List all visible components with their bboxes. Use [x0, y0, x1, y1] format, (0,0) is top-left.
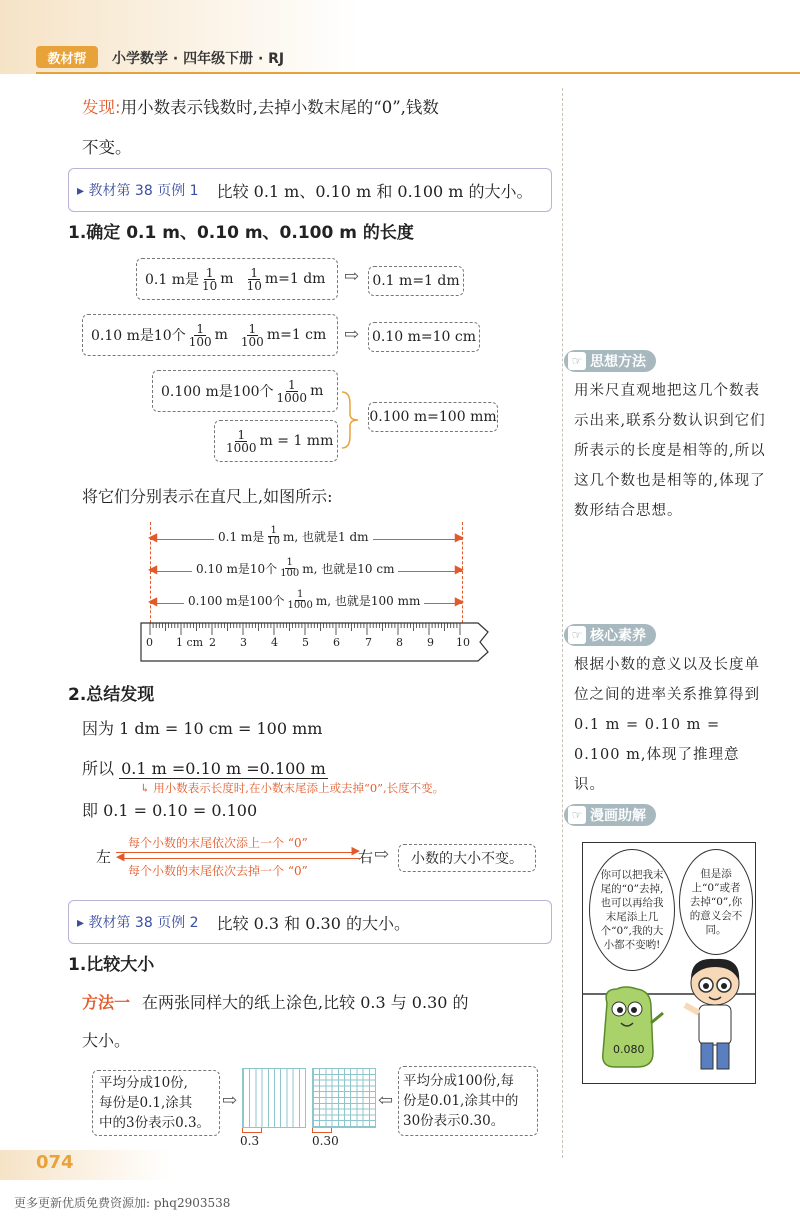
r2-frac2: $\frac{1}{100}$ — [240, 321, 264, 349]
r2-text-a: 0.10 m是10个 — [91, 328, 186, 344]
ruler3-text-b: m, 也就是100 mm — [315, 594, 421, 608]
box-row2-left — [82, 314, 338, 356]
method1-line1: 在两张同样大的纸上涂色,比较 0.3 与 0.30 的 — [142, 993, 469, 1012]
brace-icon — [340, 390, 362, 450]
hand-icon: ☞ — [568, 352, 586, 370]
r1-text-b: m — [220, 271, 234, 287]
r4-frac: $\frac{1}{1000}$ — [226, 427, 257, 455]
column-divider — [562, 88, 564, 1158]
ruler-line3: ◀ ▶ 0.100 m是100个 $\frac{1}{1000}$ m, 也就是100 mm — [148, 589, 464, 611]
example1-box — [68, 168, 552, 212]
grid-brace-left — [242, 1128, 262, 1133]
brand-badge: 教材帮 — [36, 46, 98, 68]
r3-text-b: m — [310, 383, 324, 399]
ruler-label-1: 1 cm — [176, 636, 204, 649]
summary-line2-prefix: 所以 — [82, 759, 115, 778]
ruler-label-6: 6 — [333, 636, 340, 649]
thinking-text: 用米尺直观地把这几个数表示出来,联系分数认识到它们所表示的长度是相等的,所以这几个数也是相等的,体现了数形结合思想。 — [574, 383, 766, 519]
arrow-right-icon: ⇨ — [344, 266, 360, 287]
ruler-intro: 将它们分别表示在直尺上,如图所示: — [82, 487, 333, 506]
discovery-line1: 用小数表示钱数时,去掉小数末尾的“0”,钱数 — [120, 98, 439, 117]
ruler-labels — [140, 636, 490, 652]
ruler-label-9: 9 — [427, 636, 434, 649]
example1-label: ▸ 教材第 38 页例 1 — [77, 183, 199, 199]
arrow-right-icon: ⇨ — [344, 324, 360, 345]
grid-label-right: 0.30 — [312, 1134, 339, 1148]
ruler2-text-a: 0.10 m是10个 — [196, 562, 278, 576]
ruler-label-5: 5 — [302, 636, 309, 649]
ruler1-text-b: m, 也就是1 dm — [283, 530, 369, 544]
grid-brace-right — [312, 1128, 332, 1133]
discovery-text — [82, 88, 439, 168]
ruler-label-0: 0 — [146, 636, 153, 649]
footer-band — [0, 1150, 170, 1180]
method1-label: 方法一 — [82, 993, 131, 1012]
summary-line2-equation: 0.1 m =0.10 m =0.100 m — [121, 759, 326, 778]
arrow-left-icon: ⇦ — [378, 1090, 394, 1111]
example2-text: 比较 0.3 和 0.30 的大小。 — [216, 913, 410, 933]
grid-right-l2: 份是0.01,涂其中的 — [403, 1093, 519, 1109]
section3-title: 1.比较大小 — [68, 955, 155, 975]
r1-frac1: $\frac{1}{10}$ — [202, 265, 218, 293]
grid-right-l1: 平均分成100份,每 — [403, 1073, 515, 1089]
literacy-text: 根据小数的意义以及长度单位之间的进率关系推算得到 0.1 m = 0.10 m = 0.100 m,体现了推理意识。 — [574, 657, 760, 793]
r1-frac2: $\frac{1}{10}$ — [246, 265, 262, 293]
example1-text: 比较 0.1 m、0.10 m 和 0.100 m 的大小。 — [216, 181, 533, 201]
summary-line2 — [82, 756, 328, 779]
header-title: 小学数学 · 四年级下册 · RJ — [112, 51, 285, 67]
r2-text-b: m — [214, 327, 228, 343]
header-rule — [36, 72, 800, 74]
ruler-label-2: 2 — [209, 636, 216, 649]
lr-arrows: ▶ ◀ — [116, 844, 360, 863]
grid-left-l2: 每份是0.1,涂其 — [99, 1095, 193, 1111]
tag-thinking: ☞ 思想方法 — [564, 350, 656, 372]
r4-text-c: m = 1 mm — [259, 433, 334, 449]
grid-label-left: 0.3 — [240, 1134, 260, 1148]
lr-result: 小数的大小不变。 — [398, 844, 536, 872]
grid-right-l3: 30份表示0.30。 — [403, 1113, 505, 1129]
r1-text-a: 0.1 m是 — [145, 272, 199, 288]
discovery-label: 发现: — [82, 98, 121, 117]
ruler-label-3: 3 — [240, 636, 247, 649]
ruler-line2: ◀ ▶ 0.10 m是10个 $\frac{1}{100}$ m, 也就是10 cm — [148, 557, 464, 579]
tag-literacy: ☞ 核心素养 — [564, 624, 656, 646]
box-row34-result: 0.100 m=100 mm — [368, 402, 498, 432]
example2-label: ▸ 教材第 38 页例 2 — [77, 915, 199, 931]
decimal-character-icon — [593, 983, 669, 1079]
ruler-label-10: 10 — [456, 636, 470, 649]
ruler-label-8: 8 — [396, 636, 403, 649]
box-row1-left — [136, 258, 338, 300]
discovery-line2: 不变。 — [82, 138, 132, 157]
example2-box — [68, 900, 552, 944]
comic-bubble-right: 但是添上“0”或者去掉“0”,你的意义会不同。 — [679, 849, 753, 955]
hand-icon: ☞ — [568, 626, 586, 644]
r1-text-c: m=1 dm — [264, 271, 326, 287]
box-row3-left — [152, 370, 338, 412]
grid-box-right — [398, 1066, 538, 1136]
r2-text-c: m=1 cm — [266, 327, 327, 343]
comic-bubble-left: 你可以把我末尾的“0”去掉,也可以再给我末尾添上几个“0”,我的大小都不变哟! — [589, 849, 675, 971]
section2-title: 2.总结发现 — [68, 685, 155, 705]
lr-bottom-text: 每个小数的末尾依次去掉一个 “0” — [128, 864, 308, 878]
method1-line2: 大小。 — [82, 1031, 131, 1050]
ruler3-text-a: 0.100 m是100个 — [188, 594, 285, 608]
r3-text-a: 0.100 m是100个 — [161, 384, 274, 400]
lr-left: 左 — [96, 848, 112, 866]
grid-box-left — [92, 1070, 220, 1136]
ruler-line1: ◀ ▶ 0.1 m是 $\frac{1}{10}$ m, 也就是1 dm — [148, 525, 464, 547]
board-number: 0.080 — [613, 1043, 645, 1056]
boy-character-icon — [679, 953, 751, 1081]
box-row4-left — [214, 420, 338, 462]
grid-left-l3: 中的3份表示0.3。 — [99, 1115, 211, 1131]
hand-icon: ☞ — [568, 806, 586, 824]
hundredths-grid — [312, 1068, 376, 1128]
summary-note: ↳ 用小数表示长度时,在小数末尾添上或去掉“0”,长度不变。 — [140, 781, 445, 795]
box-row1-result: 0.1 m=1 dm — [368, 266, 464, 296]
summary-line3: 即 0.1 = 0.10 = 0.100 — [82, 801, 258, 820]
tenths-grid — [242, 1068, 306, 1128]
arrow-right-icon: ⇨ — [222, 1090, 238, 1111]
section1-title: 1.确定 0.1 m、0.10 m、0.100 m 的长度 — [68, 223, 414, 243]
footer-watermark: 更多更新优质免费资源加: phq2903538 — [14, 1196, 231, 1210]
grid-left-l1: 平均分成10份, — [99, 1075, 188, 1091]
r2-frac1: $\frac{1}{100}$ — [188, 321, 212, 349]
lr-top-text: 每个小数的末尾依次添上一个 “0” — [128, 836, 308, 850]
arrow-right-icon: ⇨ — [374, 844, 390, 865]
ruler-label-4: 4 — [271, 636, 278, 649]
page-number: 074 — [36, 1152, 74, 1173]
tag-comic: ☞ 漫画助解 — [564, 804, 656, 826]
lr-right: 右 — [358, 848, 374, 866]
ruler-label-7: 7 — [365, 636, 372, 649]
ruler2-text-b: m, 也就是10 cm — [302, 562, 395, 576]
ruler1-text-a: 0.1 m是 — [218, 530, 265, 544]
method1-text — [82, 984, 469, 1060]
r3-frac: $\frac{1}{1000}$ — [276, 377, 308, 405]
summary-line1: 因为 1 dm = 10 cm = 100 mm — [82, 719, 323, 738]
comic-panel — [582, 842, 756, 1084]
box-row2-result: 0.10 m=10 cm — [368, 322, 480, 352]
